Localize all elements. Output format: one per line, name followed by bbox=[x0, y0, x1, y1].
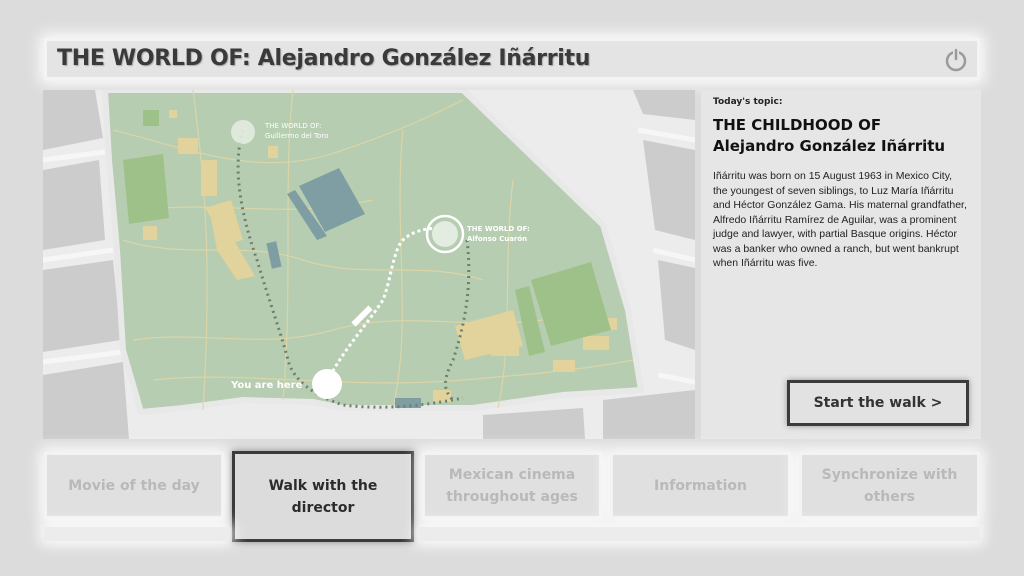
guillermo-label-line1: THE WORLD OF: bbox=[265, 122, 322, 130]
you-are-here-label: You are here bbox=[231, 380, 303, 391]
tab-mexican-cinema[interactable] bbox=[422, 452, 602, 519]
tab-walk-label: Walk with the director bbox=[268, 477, 378, 516]
topic-panel bbox=[701, 90, 981, 439]
page-title: THE WORLD OF: Alejandro González Iñárritu bbox=[57, 46, 591, 71]
bottom-bar-left bbox=[44, 527, 230, 541]
power-icon[interactable] bbox=[943, 47, 969, 73]
tab-mexican-cinema-label: Mexican cinema throughout ages bbox=[446, 466, 578, 505]
bottom-bar-right bbox=[418, 527, 980, 541]
topic-title-line1: THE CHILDHOOD OF bbox=[713, 116, 882, 134]
guillermo-label-line2: Guillermo del Toro bbox=[265, 132, 329, 140]
park-map[interactable] bbox=[43, 90, 695, 439]
topic-title-line2: Alejandro González Iñárritu bbox=[713, 137, 946, 155]
topic-title bbox=[713, 115, 969, 157]
tab-synchronize[interactable] bbox=[799, 452, 980, 519]
tab-synchronize-label: Synchronize with others bbox=[821, 466, 958, 505]
tab-information[interactable]: Information bbox=[610, 452, 791, 519]
you-are-here-marker bbox=[312, 369, 342, 399]
tab-movie-of-the-day[interactable]: Movie of the day bbox=[44, 452, 224, 519]
header-bar bbox=[44, 38, 980, 80]
alfonso-label-line2: Alfonso Cuarón bbox=[467, 235, 528, 243]
tab-walk-with-the-director[interactable] bbox=[232, 451, 414, 542]
guillermo-marker[interactable] bbox=[231, 120, 255, 144]
topic-description: Iñárritu was born on 15 August 1963 in Mexico City, the youngest of seven siblings, to Luz María Iñárritu and Héctor González Gama. His maternal grandfather, Alfredo Iñárritu Ramírez de Aguilar, was a prominent judge and lawyer, with partial Basque origins. Héctor was a banker who owned a ranch, but went bankrupt when Iñárritu was five. bbox=[713, 170, 967, 269]
start-walk-button[interactable]: Start the walk > bbox=[787, 380, 969, 426]
alfonso-marker[interactable] bbox=[432, 221, 458, 247]
alfonso-label-line1: THE WORLD OF: bbox=[467, 225, 530, 233]
topic-label: Today's topic: bbox=[713, 97, 783, 107]
